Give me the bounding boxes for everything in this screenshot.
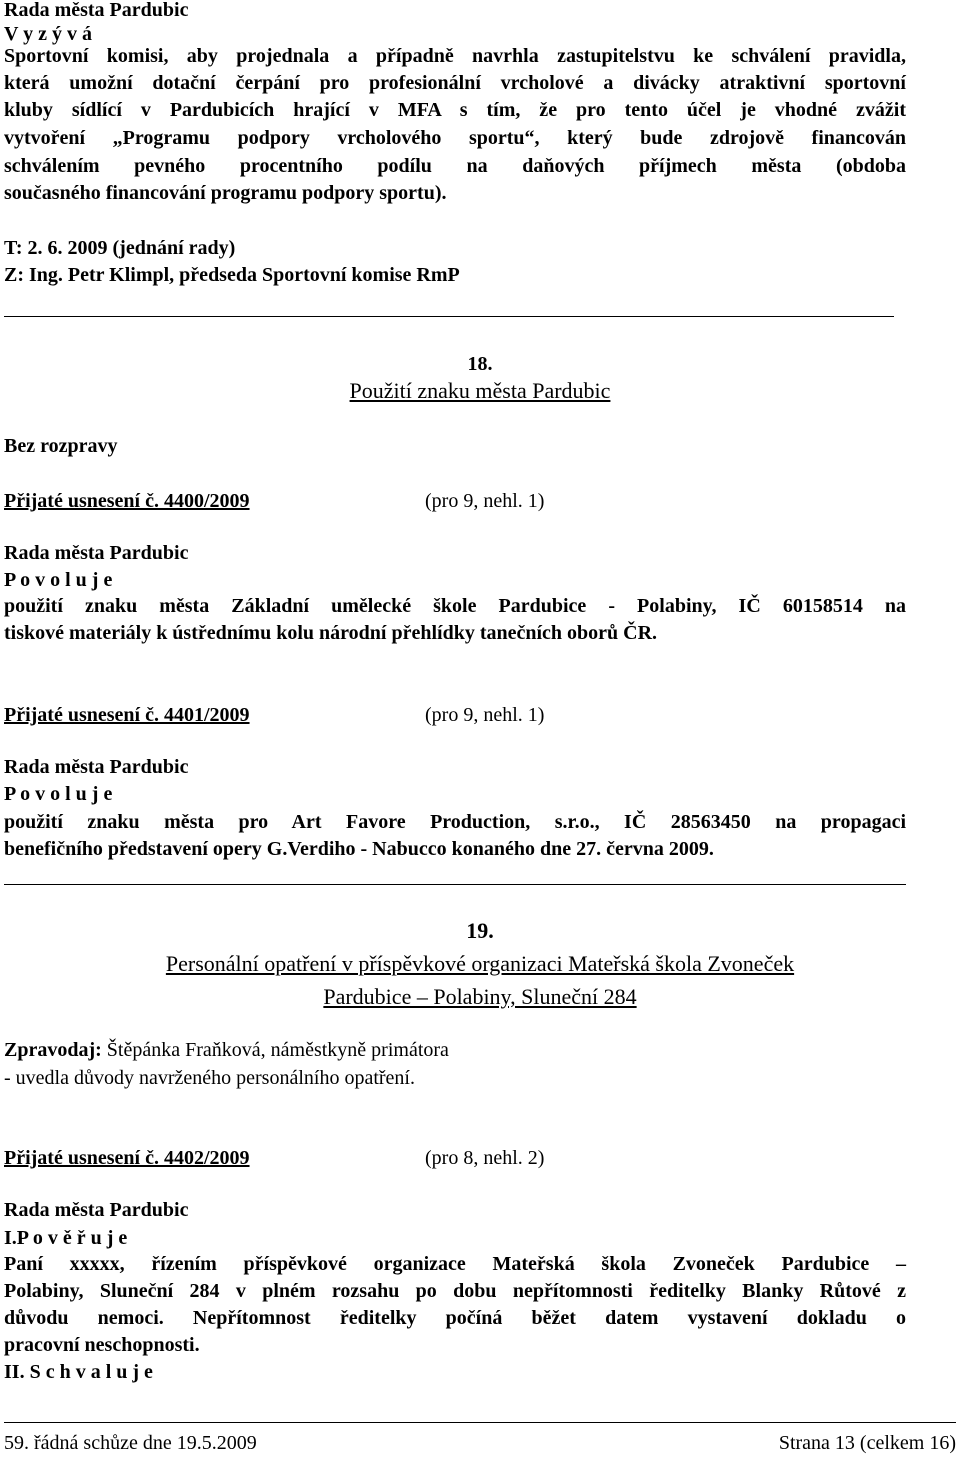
agenda-title: Použití znaku města Pardubic — [349, 378, 611, 403]
separator-line — [4, 316, 894, 317]
body-line: schválením pevného procentního podílu na daňových příjmech města (obdoba — [4, 155, 906, 177]
council-heading: Rada města Pardubic — [4, 1199, 189, 1221]
resolution-verb: I.P o v ě ř u j e — [4, 1227, 128, 1249]
reporter-line — [4, 1038, 449, 1062]
council-heading: Rada města Pardubic — [4, 756, 189, 778]
council-heading: Rada města Pardubic — [4, 542, 189, 564]
agenda-number: 18. — [467, 353, 493, 375]
resolution-verb: II. S c h v a l u j e — [4, 1361, 153, 1383]
body-line: důvodu nemoci. Nepřítomnost ředitelky počíná běžet datem vystavení dokladu o — [4, 1307, 906, 1329]
body-line: použití znaku města Základní umělecké škole Pardubice - Polabiny, IČ 60158514 na — [4, 595, 906, 617]
separator-line — [4, 884, 906, 885]
body-line: kluby sídlící v Pardubicích hrající v MFA s tím, že pro tento účel je vhodné zvážit — [4, 99, 906, 121]
deadline: T: 2. 6. 2009 (jednání rady) — [4, 237, 236, 259]
vote-result: (pro 8, nehl. 2) — [425, 1147, 545, 1169]
agenda-title: Personální opatření v příspěvkové organizaci Mateřská škola Zvoneček — [165, 951, 795, 976]
resolution-verb: V y z ý v á — [4, 23, 92, 45]
body-line: současného financování programu podpory sportu). — [4, 182, 447, 204]
body-line: vytvoření „Programu podpory vrcholového sportu“, který bude zdrojově financován — [4, 127, 906, 149]
body-line: tiskové materiály k ústřednímu kolu národní přehlídky tanečních oborů ČR. — [4, 622, 658, 644]
resolution-verb: P o v o l u j e — [4, 783, 113, 805]
body-line: pracovní neschopnosti. — [4, 1334, 200, 1356]
body-line: použití znaku města pro Art Favore Production, s.r.o., IČ 28563450 na propagaci — [4, 811, 906, 833]
council-heading: Rada města Pardubic — [4, 0, 189, 21]
body-line: Sportovní komisi, aby projednala a případně navrhla zastupitelstvu ke schválení pravidla, — [4, 45, 906, 67]
resolution-label: Přijaté usnesení č. 4400/2009 — [4, 490, 250, 512]
vote-result: (pro 9, nehl. 1) — [425, 490, 545, 512]
reporter-name: Štěpánka Fraňková, náměstkyně primátora — [106, 1039, 449, 1061]
resolution-label: Přijaté usnesení č. 4401/2009 — [4, 704, 250, 726]
responsible-person: Z: Ing. Petr Klimpl, předseda Sportovní komise RmP — [4, 264, 460, 286]
body-line: Paní xxxxx, řízením příspěvkové organizace Mateřská škola Zvoneček Pardubice – — [4, 1253, 906, 1275]
footer-rule — [4, 1422, 956, 1423]
vote-result: (pro 9, nehl. 1) — [425, 704, 545, 726]
footer-session: 59. řádná schůze dne 19.5.2009 — [4, 1432, 257, 1454]
agenda-number: 19. — [466, 918, 494, 943]
footer-page-number: Strana 13 (celkem 16) — [778, 1432, 956, 1454]
reporter-note: - uvedla důvody navrženého personálního opatření. — [4, 1067, 415, 1089]
body-line: Polabiny, Sluneční 284 v plném rozsahu po dobu nepřítomnosti ředitelky Blanky Růtové z — [4, 1280, 906, 1302]
resolution-verb: P o v o l u j e — [4, 569, 113, 591]
resolution-label: Přijaté usnesení č. 4402/2009 — [4, 1147, 250, 1169]
body-line: benefičního představení opery G.Verdiho - Nabucco konaného dne 27. června 2009. — [4, 838, 714, 860]
agenda-title: Pardubice – Polabiny, Sluneční 284 — [323, 984, 637, 1009]
reporter-label: Zpravodaj: — [4, 1039, 102, 1061]
body-line: která umožní dotační čerpání pro profesionální vrcholové a divácky atraktivní sportovní — [4, 72, 906, 94]
no-debate-note: Bez rozpravy — [4, 435, 118, 457]
